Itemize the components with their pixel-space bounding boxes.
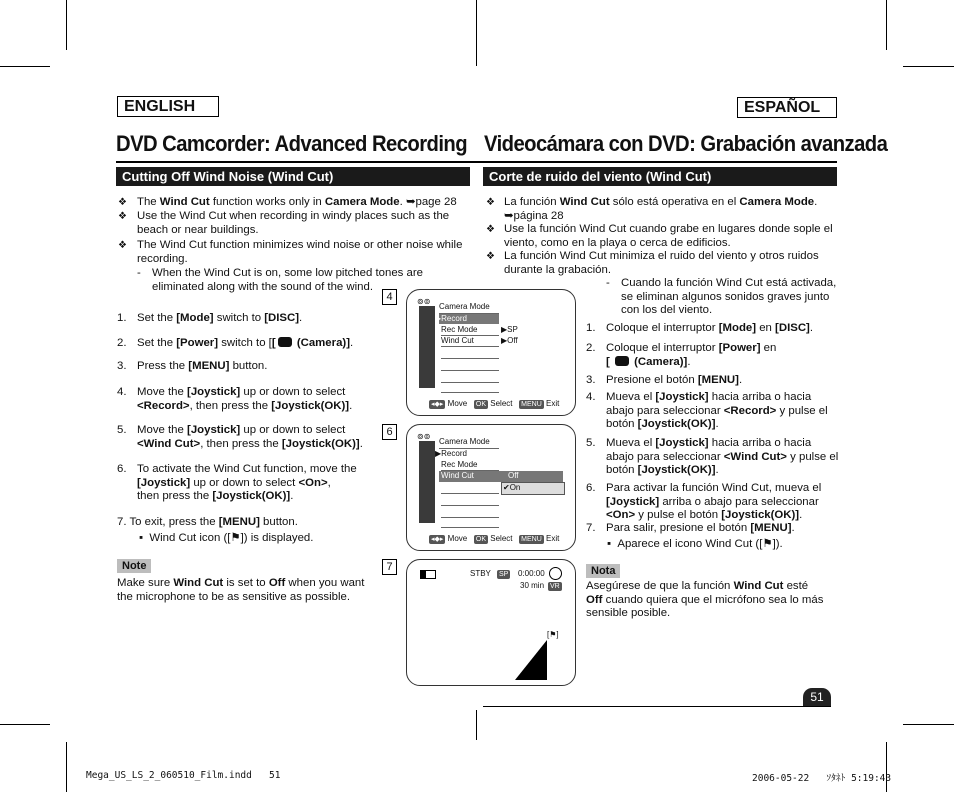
menu-icon-column bbox=[419, 441, 435, 523]
page-title-spanish: Videocámara con DVD: Grabación avanzada bbox=[484, 131, 888, 156]
menu-key: MENU bbox=[521, 401, 542, 408]
crop-mark bbox=[476, 710, 477, 740]
bullet-icon: ❖ bbox=[118, 197, 127, 208]
option-on[interactable]: ✔On bbox=[503, 483, 521, 492]
ok-key: OK bbox=[475, 536, 487, 543]
menu-item-rec-mode[interactable]: Rec Mode bbox=[441, 460, 478, 469]
menu-value-off: ▶Off bbox=[501, 336, 518, 345]
bullet-icon: ❖ bbox=[486, 251, 495, 262]
disc-type-badge: VR bbox=[550, 583, 560, 590]
en-bullet-3: The Wind Cut function minimizes wind noise or other noise while recording. bbox=[137, 239, 463, 265]
menu-item-record[interactable]: ▶Record bbox=[435, 314, 467, 323]
menu-separator bbox=[441, 470, 499, 471]
battery-icon bbox=[420, 570, 436, 579]
es-step-1-num: 1. bbox=[586, 322, 596, 334]
crop-mark bbox=[66, 0, 67, 50]
crop-mark bbox=[66, 742, 67, 792]
page-title-english: DVD Camcorder: Advanced Recording bbox=[116, 131, 468, 156]
tape-icon: ⊚⊚ bbox=[417, 432, 431, 441]
menu-icon-column bbox=[419, 306, 435, 388]
remaining-time: 30 min bbox=[520, 581, 545, 590]
es-step-2: Coloque el interruptor [Power] en [ (Camera)]. bbox=[606, 342, 777, 368]
es-bullet-1: La función Wind Cut sólo está operativa en el Camera Mode. ➥página 28 bbox=[504, 196, 818, 222]
option-off[interactable]: Off bbox=[508, 471, 519, 480]
en-step-5: Move the [Joystick] up or down to select <Wind Cut>, then press the [Joystick(OK)]. bbox=[137, 424, 363, 450]
camcorder-screen-step-7 bbox=[406, 559, 576, 686]
camcorder-screen-step-6 bbox=[406, 424, 576, 551]
screen-step-number: 6 bbox=[382, 424, 397, 440]
es-sub-note: Cuando la función Wind Cut está activada, se eliminan algunos sonidos graves junto con los del viento. bbox=[621, 277, 837, 317]
en-step-7-sub: ▪ Wind Cut icon ([⚑]) is displayed. bbox=[139, 532, 314, 544]
section-heading-english: Cutting Off Wind Noise (Wind Cut) bbox=[116, 167, 470, 186]
es-step-5-num: 5. bbox=[586, 437, 596, 449]
footer-timestamp: 2006-05-22 ｿﾀﾈﾄ 5:19:43 bbox=[752, 773, 892, 784]
wind-cut-icon: ⚑ bbox=[762, 538, 773, 550]
es-bullet-3: La función Wind Cut minimiza el ruido del viento y otros ruidos durante la grabación. bbox=[504, 250, 819, 276]
en-sub-note: When the Wind Cut is on, some low pitched tones are eliminated along with the sound of the wind. bbox=[152, 267, 423, 293]
en-step-6-num: 6. bbox=[117, 463, 127, 475]
status-stby: STBY bbox=[470, 569, 491, 578]
pointer-triangle bbox=[515, 640, 547, 680]
en-bullet-2: Use the Wind Cut when recording in windy places such as the beach or near buildings. bbox=[137, 210, 450, 236]
menu-key: MENU bbox=[521, 536, 542, 543]
en-step-5-num: 5. bbox=[117, 424, 127, 436]
crop-mark bbox=[886, 0, 887, 50]
wind-cut-icon: ⚑ bbox=[230, 532, 241, 544]
menu-separator bbox=[441, 370, 499, 371]
es-bullet-2: Use la función Wind Cut cuando grabe en lugares donde sople el viento, como en la playa o cerca de edificios. bbox=[504, 223, 833, 249]
joystick-icon: ◂◆▸ bbox=[431, 536, 444, 543]
time-counter: 0:00:00 bbox=[518, 569, 545, 578]
en-sub-dash: - bbox=[137, 267, 141, 279]
menu-item-wind-cut[interactable]: Wind Cut bbox=[441, 471, 474, 480]
es-step-4-num: 4. bbox=[586, 391, 596, 403]
es-step-3: Presione el botón [MENU]. bbox=[606, 374, 743, 386]
en-step-6: To activate the Wind Cut function, move the [Joystick] up or down to select <On>, then press the [Joystick(OK)]. bbox=[137, 463, 357, 503]
en-step-4: Move the [Joystick] up or down to select <Record>, then press the [Joystick(OK)]. bbox=[137, 386, 353, 412]
bullet-icon: ❖ bbox=[118, 211, 127, 222]
camera-icon bbox=[278, 337, 292, 347]
menu-separator bbox=[441, 382, 499, 383]
en-step-2: Set the [Power] switch to [[ (Camera)]. bbox=[137, 337, 354, 349]
menu-item-rec-mode[interactable]: Rec Mode bbox=[441, 325, 478, 334]
menu-separator bbox=[441, 346, 499, 347]
menu-item-wind-cut[interactable]: Wind Cut bbox=[441, 336, 474, 345]
menu-title: Camera Mode bbox=[439, 437, 490, 446]
crop-mark bbox=[476, 0, 477, 66]
crop-mark bbox=[0, 66, 50, 67]
en-step-1-num: 1. bbox=[117, 312, 127, 324]
bullet-icon: ❖ bbox=[118, 240, 127, 251]
crop-mark bbox=[886, 742, 887, 792]
es-step-3-num: 3. bbox=[586, 374, 596, 386]
footer-file-info: Mega_US_LS_2_060510_Film.indd 51 bbox=[86, 770, 281, 781]
menu-separator bbox=[441, 517, 499, 518]
es-step-7-sub: ▪ Aparece el icono Wind Cut ([⚑]). bbox=[607, 538, 783, 550]
es-step-1: Coloque el interruptor [Mode] en [DISC]. bbox=[606, 322, 814, 334]
bullet-icon: ❖ bbox=[486, 224, 495, 235]
rec-mode-badge: SP bbox=[499, 571, 509, 578]
en-step-4-num: 4. bbox=[117, 386, 127, 398]
es-step-6: Para activar la función Wind Cut, mueva el [Joystick] arriba o abajo para seleccionar <On> y pulse el botón [Joystick(OK)]. bbox=[606, 482, 822, 522]
menu-title: Camera Mode bbox=[439, 302, 490, 311]
note-label-spanish: Nota bbox=[586, 564, 620, 578]
nav-bar: ◂◆▸ Move OK Select MENU Exit bbox=[431, 399, 560, 408]
camcorder-screen-step-4 bbox=[406, 289, 576, 416]
en-step-3: Press the [MENU] button. bbox=[137, 360, 268, 372]
page-number-rule bbox=[483, 706, 831, 707]
tape-icon: ⊚⊚ bbox=[417, 297, 431, 306]
en-step-2-num: 2. bbox=[117, 337, 127, 349]
es-step-6-num: 6. bbox=[586, 482, 596, 494]
en-note-text: Make sure Wind Cut is set to Off when you want the microphone to be as sensitive as possible. bbox=[117, 577, 365, 603]
es-note-text: Asegúrese de que la función Wind Cut esté Off cuando quiera que el micrófono sea lo más sensible posible. bbox=[586, 580, 824, 620]
menu-separator bbox=[441, 505, 499, 506]
crop-mark bbox=[903, 724, 954, 725]
screen-step-number: 4 bbox=[382, 289, 397, 305]
screen-step-number: 7 bbox=[382, 559, 397, 575]
wind-cut-icon: [⚑] bbox=[547, 630, 559, 639]
menu-separator bbox=[441, 358, 499, 359]
es-step-2-num: 2. bbox=[586, 342, 596, 354]
nav-bar: ◂◆▸ Move OK Select MENU Exit bbox=[431, 534, 560, 543]
language-label-english: ENGLISH bbox=[117, 96, 219, 117]
title-rule bbox=[116, 161, 837, 163]
menu-separator bbox=[441, 527, 499, 528]
en-step-3-num: 3. bbox=[117, 360, 127, 372]
camera-icon bbox=[615, 356, 629, 366]
note-label-english: Note bbox=[117, 559, 151, 573]
menu-value-sp: ▶SP bbox=[501, 325, 518, 334]
bullet-icon: ❖ bbox=[486, 197, 495, 208]
es-step-4: Mueva el [Joystick] hacia arriba o hacia abajo para seleccionar <Record> y pulse el botón [Joystick(OK)]. bbox=[606, 391, 828, 431]
crop-mark bbox=[0, 724, 50, 725]
menu-separator bbox=[441, 392, 499, 393]
es-step-5: Mueva el [Joystick] hacia arriba o hacia abajo para seleccionar <Wind Cut> y pulse el botón [Joystick(OK)]. bbox=[606, 437, 839, 477]
es-step-7-num: 7. bbox=[586, 522, 596, 534]
crop-mark bbox=[903, 66, 954, 67]
language-label-spanish: ESPAÑOL bbox=[737, 97, 837, 118]
section-heading-spanish: Corte de ruido del viento (Wind Cut) bbox=[483, 167, 837, 186]
es-step-7: Para salir, presione el botón [MENU]. bbox=[606, 522, 795, 534]
en-step-7: 7. To exit, press the [MENU] button. bbox=[117, 516, 298, 528]
es-sub-dash: - bbox=[606, 277, 610, 289]
page-number: 51 bbox=[810, 690, 824, 704]
menu-separator bbox=[441, 493, 499, 494]
en-step-1: Set the [Mode] switch to [DISC]. bbox=[137, 312, 303, 324]
menu-separator bbox=[441, 335, 499, 336]
en-bullet-1: The Wind Cut function works only in Camera Mode. ➥page 28 bbox=[137, 196, 457, 208]
ok-key: OK bbox=[475, 401, 487, 408]
joystick-icon: ◂◆▸ bbox=[431, 401, 444, 408]
menu-item-record[interactable]: ▶Record bbox=[435, 449, 467, 458]
disc-icon bbox=[549, 567, 562, 580]
